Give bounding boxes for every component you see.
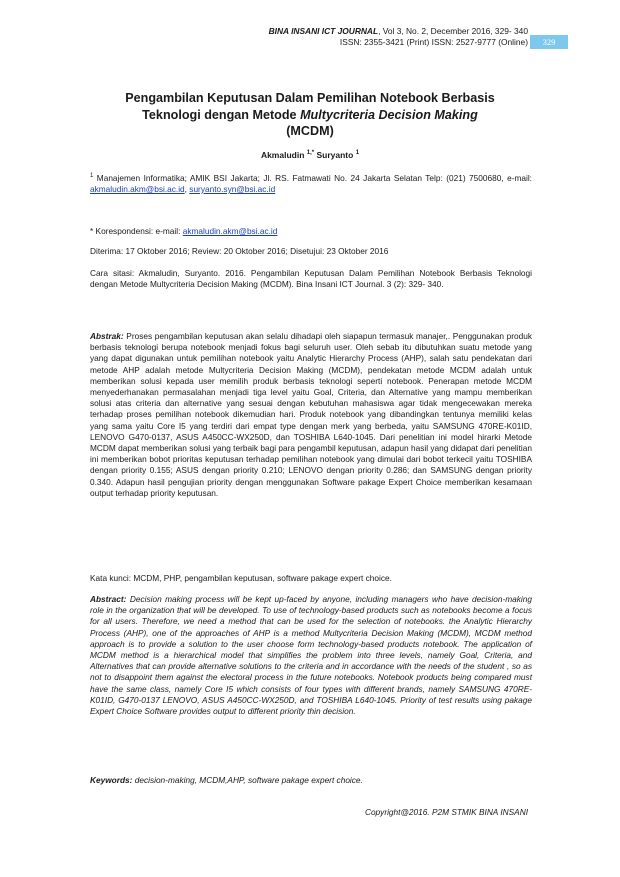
- affiliation-text: Manajemen Informatika; AMIK BSI Jakarta; Jl. RS. Fatmawati No. 24 Jakarta Selatan Telp: (021) 7500680, e-mail:: [96, 172, 532, 183]
- abstrak-section: [90, 331, 532, 499]
- journal-header: [108, 26, 528, 48]
- title-line-2: [80, 107, 540, 124]
- correspondence-email-link[interactable]: akmaludin.akm@bsi.ac.id: [182, 226, 278, 236]
- page-number-badge: 329: [530, 35, 568, 49]
- abstract-text: Decision making process will be kept up-faced by anyone, including managers who have decision-making role in the organization that will be developed. To use of technology-based products such as notebooks become a focus for all users. Therefore, we need a method that can be used for the selection of notebooks. the Analytic Hierarchy Process (AHP), one of the approaches of AHP is a method Multycriteria Decision Making (MCDM), MCDM method approach is to provide a solution to the user choose form technology-based products notebook. The application of MCDM method is a hierarchical model that simplifies the problem into three levels, namely Goal, Criteria, and Alternatives that can provide alternative solutions to the criteria and in accordance with the needs of the student , so as not to disappoint them against the electoral process in the future notebooks. Notebook products being compared must have the same class, namely Core I5 which consists of four types with different brands, namely SAMSUNG 470RE-K01ID, G470-0137 LENOVO, ASUS A450CC-WX250D, and TOSHIBA L640-1045. Priority of test results using pakage Expert Choice Software provides output to different priority thin decision.: [90, 594, 532, 717]
- abstrak-text: Proses pengambilan keputusan akan selalu dihadapi oleh siapapun termasuk manajer,. Penggunakan produk berbasis teknologi berupa notebook menjadi fokus bagi seluruh user. Oleh sebab itu dibutuhkan suatu metode yang yang dapat digunakan untuk pemilihan notebook yaitu Analytic Hierarchy Process (AHP), salah satu pendekatan dari metode AHP adalah metode Multycriteria Decision Making (MCDM), pendekatan metode MCDM adalah untuk memberikan solusi kepada user memilih produk berbasis teknologi seperti notebook. Penerapan metode MCDM menyederhanakan permasalahan menjadi tiga level yaitu Goal, Criteria, dan Alternative yang mampu memberikan solusi atas criteria dan alternative yang sesuai dengan kebutuhan mahasiswa agar tidak mengecewakan mereka terhadap proses pemilihan notebook dikemudian hari. Produk notebook yang dibandingkan tentunya memiliki kelas yang sama yaitu Core I5 yang terdiri dari empat type dengan merk yang berbeda, yaitu SAMSUNG 470RE-K01ID, LENOVO G470-0137, ASUS A450CC-WX250D, dan TOSHIBA L640-1045. Dari penelitian ini model hirarki Metode MCDM dapat memberikan solusi yang terbaik bagi para pengambil keputusan, adapun hasil yang didapat dari penelitian ini memberikan bobot prioritas keputusan terhadap pemilihan notebook yang dimulai dari bobot terkecil yaitu TOSHIBA dengan priority 0.155; ASUS dengan priority 0.210; LENOVO dengan priority 0.286; dan SAMSUNG dengan priority 0.340. Adapun hasil pengujian priority dengan menggunakan Software pakage Expert Choice memberikan kesamaan output terhadap priority keputusan.: [90, 331, 532, 498]
- correspondence-label: * Korespondensi: e-mail:: [90, 226, 181, 236]
- kata-kunci: Kata kunci: MCDM, PHP, pengambilan keputusan, software pakage expert choice.: [90, 573, 392, 583]
- copyright-notice: Copyright@2016. P2M STMIK BINA INSANI: [364, 807, 528, 817]
- journal-issn: ISSN: 2355-3421 (Print) ISSN: 2527-9777 (Online): [339, 37, 528, 47]
- abstrak-label: Abstrak:: [90, 331, 124, 341]
- submission-dates: Diterima: 17 Oktober 2016; Review: 20 Oktober 2016; Disetujui: 23 Oktober 2016: [90, 246, 389, 256]
- author-2: Suryanto: [316, 150, 354, 160]
- journal-issue: , Vol 3, No. 2, December 2016, 329- 340: [378, 26, 528, 36]
- abstract-section: [90, 594, 532, 717]
- journal-name: BINA INSANI ICT JOURNAL: [268, 26, 379, 36]
- keywords-section: [90, 775, 532, 786]
- email-separator: ,: [184, 183, 187, 194]
- title-line-1: Pengambilan Keputusan Dalam Pemilihan Notebook Berbasis: [125, 91, 495, 105]
- keywords-label: Keywords:: [90, 775, 133, 785]
- email-link-1[interactable]: akmaludin.akm@bsi.ac.id: [90, 183, 185, 194]
- email-link-2[interactable]: suryanto.syn@bsi.ac.id: [189, 183, 276, 194]
- affiliation-sup: 1: [90, 173, 94, 179]
- author-1: Akmaludin: [260, 150, 305, 160]
- title-line-2-italic: Multycriteria Decision Making: [300, 107, 478, 122]
- abstract-label: Abstract:: [90, 594, 127, 604]
- author-list: [0, 150, 620, 160]
- keywords-text: decision-making, MCDM,AHP, software pakage expert choice.: [134, 775, 363, 785]
- journal-citation-line: [108, 26, 528, 37]
- correspondence: [90, 226, 532, 237]
- citation-text: Cara sitasi: Akmaludin, Suryanto. 2016. Pengambilan Keputusan Dalam Pemilihan Notebook Berbasis Teknologi dengan Metode Multycriteria Decision Making (MCDM). Bina Insani ICT Journal. 3 (2): 329- 340.: [90, 268, 532, 290]
- title-line-3: (MCDM): [286, 124, 334, 138]
- author-2-sup: 1: [355, 150, 360, 157]
- affiliation: [90, 171, 532, 195]
- title-line-2-text: Teknologi dengan Metode: [142, 107, 301, 122]
- author-1-sup: 1,*: [306, 150, 315, 157]
- paper-title: [80, 90, 540, 140]
